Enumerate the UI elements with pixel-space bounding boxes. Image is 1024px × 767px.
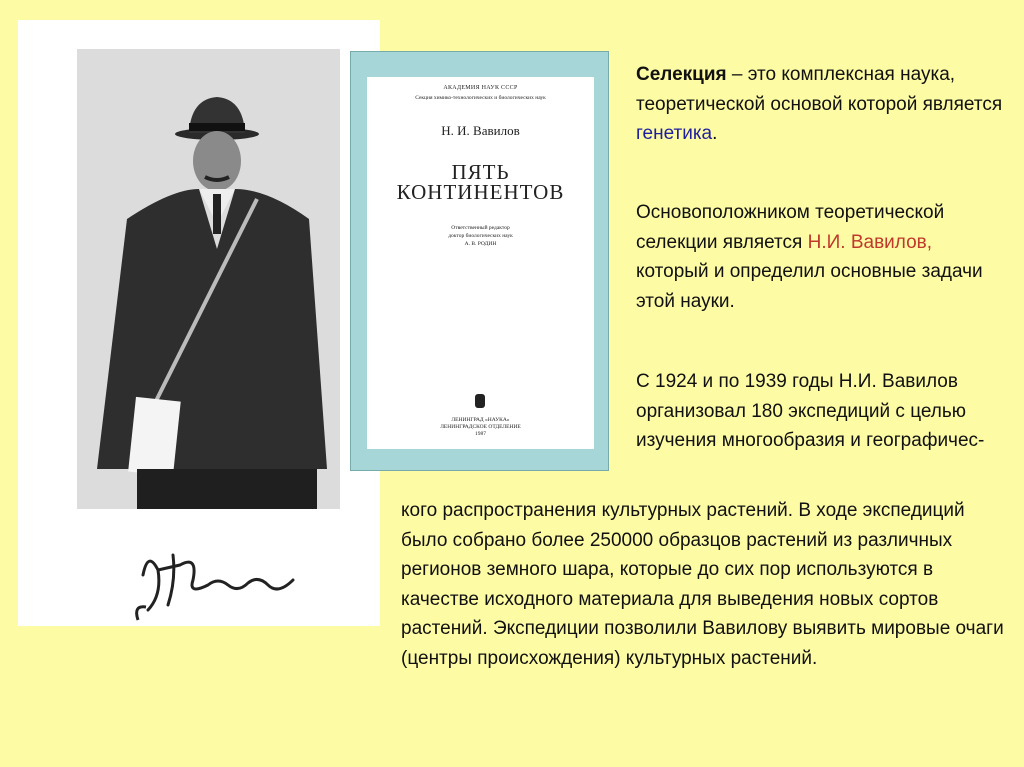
- book-publisher-line2: ЛЕНИНГРАДСКОЕ ОТДЕЛЕНИЕ: [440, 424, 521, 430]
- p1-end: .: [712, 123, 718, 144]
- p2-start: Основоположником теоретической селекции является: [636, 202, 945, 253]
- book-editor-line2: доктор биологических наук: [448, 233, 513, 239]
- book-department: Секция химико-технологических и биологических наук: [415, 95, 546, 101]
- book-editor: [367, 224, 594, 248]
- paragraph-selection-definition: [636, 60, 1006, 149]
- book-publisher-line3: 1987: [475, 431, 486, 437]
- genetics-link[interactable]: генетика: [636, 123, 713, 144]
- book-cover: [367, 77, 594, 449]
- book-editor-line1: Ответственный редактор: [451, 225, 510, 231]
- book-cover-frame: [350, 51, 609, 471]
- paragraph-founder: [636, 198, 1006, 316]
- book-editor-line3: А. В. РОДИН: [464, 241, 497, 247]
- p2-end: который и определил основные задачи этой науки.: [636, 261, 983, 312]
- p1-text: – это комплексная наука, теоретической основой которой является: [636, 64, 1003, 115]
- book-academy: АКАДЕМИЯ НАУК СССР: [443, 85, 518, 91]
- publisher-logo-icon: [475, 394, 485, 408]
- portrait-photo: [77, 49, 340, 509]
- book-title-line1: ПЯТЬ: [451, 160, 510, 184]
- paragraph-expeditions-continued: кого распространения культурных растений. В ходе экспедиций было собрано более 250000 образцов растений из различных регионов земного шара, которые до сих пор используются в качестве исходного материала для выведения новых сортов растений. Экспедиции позволили Вавилову выявить мировые очаги (центры происхождения) культурных растений.: [401, 500, 1004, 669]
- book-publisher: [367, 417, 594, 438]
- book-publisher-line1: ЛЕНИНГРАД «НАУКА»: [451, 417, 510, 423]
- book-title-line2: КОНТИНЕНТОВ: [396, 180, 565, 204]
- term-selection: Селекция: [636, 64, 727, 85]
- paragraph-expeditions-start: С 1924 и по 1939 годы Н.И. Вавилов организовал 180 экспедиций с целью изучения многообразия и географичес-: [636, 371, 985, 451]
- signature-icon: [118, 535, 318, 625]
- vavilov-name: Н.И. Вавилов,: [807, 231, 933, 253]
- book-author: Н. И. Вавилов: [441, 123, 520, 138]
- photo-card: [18, 20, 380, 626]
